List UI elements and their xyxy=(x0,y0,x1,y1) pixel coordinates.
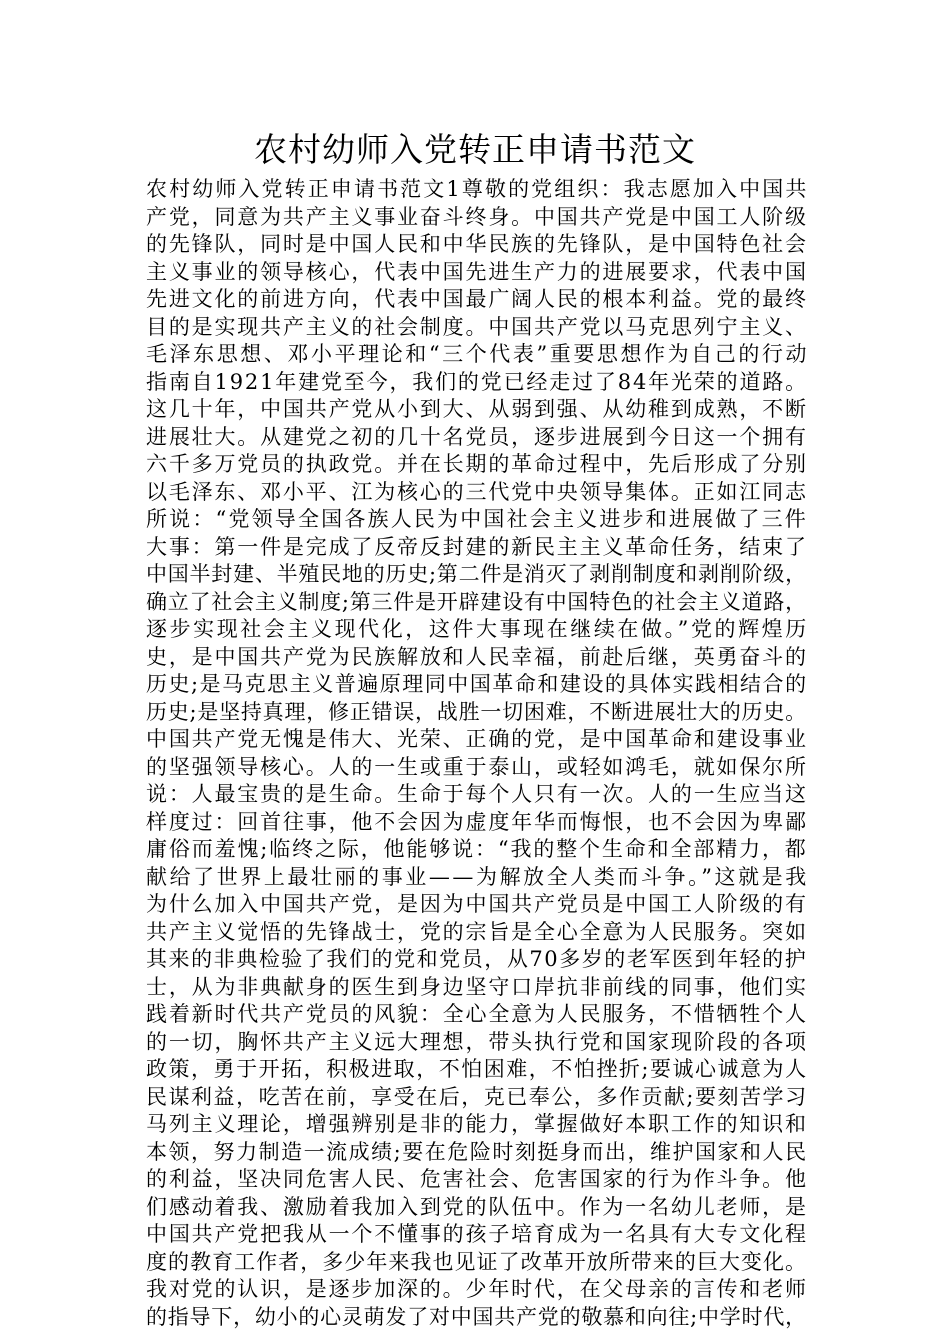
body-text-line: 本领，努力制造一流成绩;要在危险时刻挺身而出，维护国家和人民 xyxy=(146,1139,808,1164)
body-text-line: 马列主义理论，增强辨别是非的能力，掌握做好本职工作的知识和 xyxy=(146,1112,808,1136)
body-text-line: 所说：“党领导全国各族人民为中国社会主义进步和进展做了三件 xyxy=(146,507,808,531)
body-text-line: 以毛泽东、邓小平、江为核心的三代党中央领导集体。正如江同志 xyxy=(146,479,808,504)
body-text-line: 史，是中国共产党为民族解放和人民幸福，前赴后继，英勇奋斗的 xyxy=(146,644,808,669)
body-text-line: 大事：第一件是完成了反帝反封建的新民主主义革命任务，结束了 xyxy=(146,534,808,559)
body-text-line: 共产主义觉悟的先锋战士，党的宗旨是全心全意为人民服务。突如 xyxy=(146,919,808,944)
body-text-line: 中国半封建、半殖民地的历史;第二件是消灭了剥削制度和剥削阶级， xyxy=(146,562,807,586)
body-text-line: 中国共产党无愧是伟大、光荣、正确的党，是中国革命和建设事业 xyxy=(146,727,808,751)
body-text-line: 其来的非典检验了我们的党和党员，从70多岁的老军医到年轻的护 xyxy=(146,947,808,971)
document-title: 农村幼师入党转正申请书范文 xyxy=(254,130,696,169)
body-text-line: 进展壮大。从建党之初的几十名党员，逐步进展到今日这一个拥有 xyxy=(146,424,808,449)
body-text-line: 六千多万党员的执政党。并在长期的革命过程中，先后形成了分别 xyxy=(146,452,808,476)
body-text-line: 先进文化的前进方向，代表中国最广阔人民的根本利益。党的最终 xyxy=(146,287,808,311)
body-text-line: 践着新时代共产党员的风貌：全心全意为人民服务，不惜牺牲个人 xyxy=(146,1002,808,1026)
body-text-line: 目的是实现共产主义的社会制度。中国共产党以马克思列宁主义、 xyxy=(146,314,808,339)
body-text-line: 产党，同意为共产主义事业奋斗终身。中国共产党是中国工人阶级 xyxy=(146,204,808,229)
body-text-line: 为什么加入中国共产党，是因为中国共产党员是中国工人阶级的有 xyxy=(146,892,808,916)
body-text-line: 中国共产党把我从一个不懂事的孩子培育成为一名具有大专文化程 xyxy=(146,1222,808,1246)
body-text-line: 的利益，坚决同危害人民、危害社会、危害国家的行为作斗争。他 xyxy=(146,1167,808,1191)
body-text-line: 毛泽东思想、邓小平理论和“三个代表”重要思想作为自己的行动 xyxy=(146,342,810,366)
body-text-line: 主义事业的领导核心，代表中国先进生产力的进展要求，代表中国 xyxy=(146,259,808,284)
body-text-line: 的先锋队，同时是中国人民和中华民族的先锋队，是中国特色社会 xyxy=(146,232,808,256)
body-text-line: 政策，勇于开拓，积极进取，不怕困难，不怕挫折;要诚心诚意为人 xyxy=(146,1057,808,1081)
body-text-line: 的指导下，幼小的心灵萌发了对中国共产党的敬慕和向往;中学时代， xyxy=(146,1304,807,1329)
body-text-line: 献给了世界上最壮丽的事业——为解放全人类而斗争。”这就是我 xyxy=(146,864,809,889)
body-text-line: 庸俗而羞愧;临终之际，他能够说：“我的整个生命和全部精力，都 xyxy=(146,837,808,861)
body-text-line: 农村幼师入党转正申请书范文1尊敬的党组织：我志愿加入中国共 xyxy=(146,177,809,201)
body-text-line: 确立了社会主义制度;第三件是开辟建设有中国特色的社会主义道路， xyxy=(146,589,807,614)
body-text-line: 历史;是坚持真理，修正错误，战胜一切困难，不断进展壮大的历史。 xyxy=(146,699,807,724)
document-body xyxy=(146,176,810,1331)
body-text-line: 样度过：回首往事，他不会因为虚度年华而悔恨，也不会因为卑鄙 xyxy=(146,809,808,834)
body-text-line: 民谋利益，吃苦在前，享受在后，克已奉公，多作贡献;要刻苦学习 xyxy=(146,1084,808,1109)
body-text-line: 度的教育工作者，多少年来我也见证了改革开放所带来的巨大变化。 xyxy=(146,1249,808,1274)
body-text-line: 这几十年，中国共产党从小到大、从弱到强、从幼稚到成熟，不断 xyxy=(146,397,808,421)
body-text-line: 的一切，胸怀共产主义远大理想，带头执行党和国家现阶段的各项 xyxy=(146,1029,808,1054)
body-text-line: 们感动着我、激励着我加入到党的队伍中。作为一名幼儿老师，是 xyxy=(146,1194,808,1219)
body-text-line: 的坚强领导核心。人的一生或重于泰山，或轻如鸿毛，就如保尔所 xyxy=(146,754,808,779)
body-text-line: 逐步实现社会主义现代化，这件大事现在继续在做。”党的辉煌历 xyxy=(146,617,809,641)
body-text-line: 士，从为非典献身的医生到身边坚守口岸抗非前线的同事，他们实 xyxy=(146,974,808,999)
body-text-line: 我对党的认识，是逐步加深的。少年时代，在父母亲的言传和老师 xyxy=(146,1277,808,1301)
body-text-line: 指南自1921年建党至今，我们的党已经走过了84年光荣的道路。 xyxy=(146,369,808,394)
body-text-line: 历史;是马克思主义普遍原理同中国革命和建设的具体实践相结合的 xyxy=(146,672,808,696)
body-text-line: 说：人最宝贵的是生命。生命于每个人只有一次。人的一生应当这 xyxy=(146,782,808,806)
